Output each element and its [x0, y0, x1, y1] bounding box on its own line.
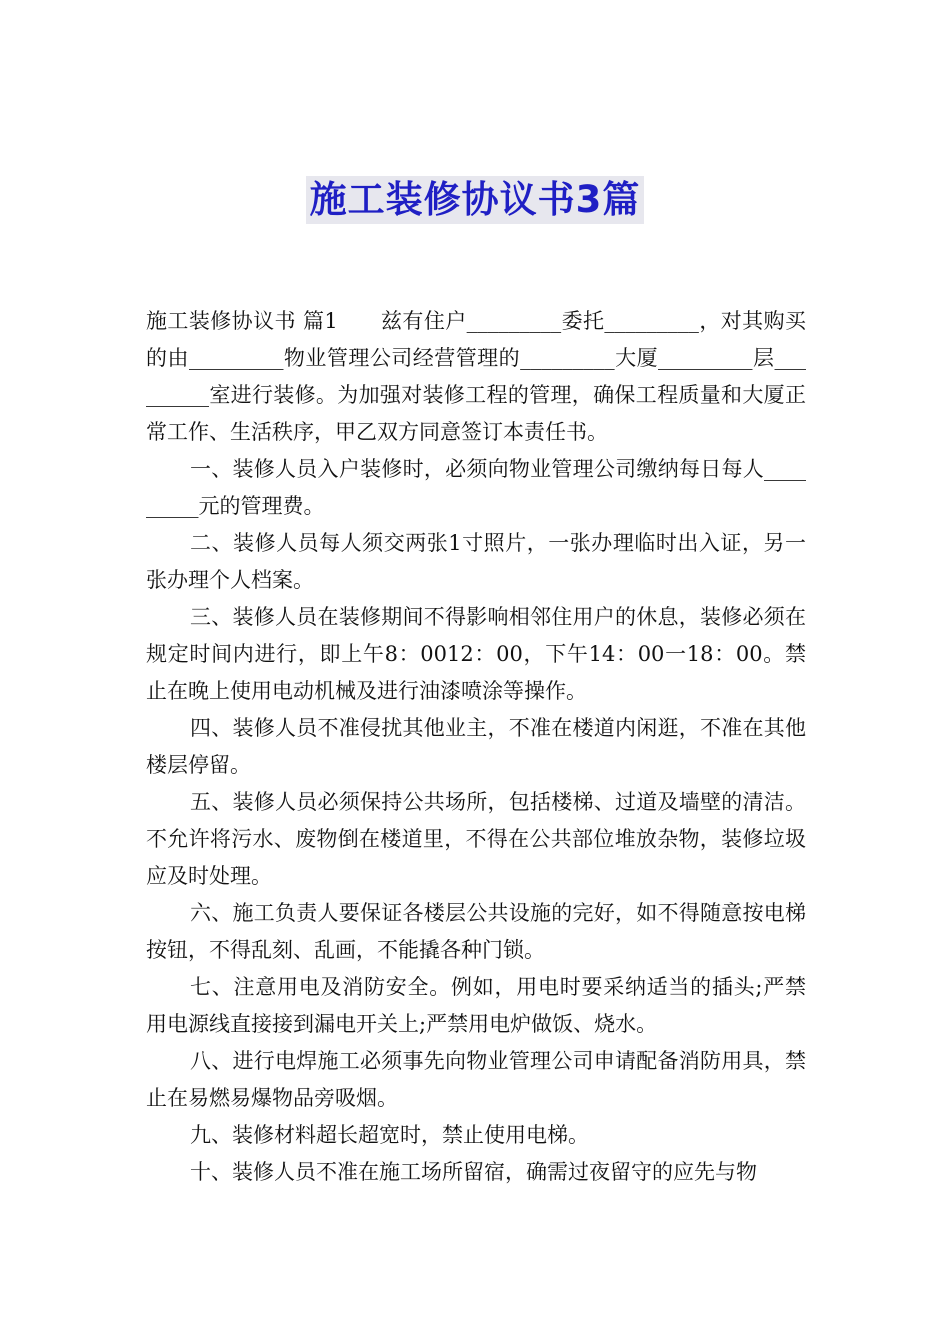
paragraph-intro: 施工装修协议书 篇1 兹有住户_________委托_________，对其购买的由_________物业管理公司经营管理的_________大厦_________层_________室进行装修。为加强对装修工程的管理，确保工程质量和大厦正常工作、生活秩序，甲乙双方同意签订本责任书。 [146, 309, 806, 444]
paragraph-clause-4: 四、装修人员不准侵扰其他业主，不准在楼道内闲逛，不准在其他楼层停留。 [146, 716, 806, 777]
paragraph-clause-3: 三、装修人员在装修期间不得影响相邻住用户的休息，装修必须在规定时间内进行，即上午8：0012：00，下午14：00一18：00。禁止在晚上使用电动机械及进行油漆喷涂等操作。 [146, 605, 806, 703]
paragraph-clause-1: 一、装修人员入户装修时，必须向物业管理公司缴纳每日每人_________元的管理费。 [146, 457, 806, 518]
paragraph-clause-8: 八、进行电焊施工必须事先向物业管理公司申请配备消防用具，禁止在易燃易爆物品旁吸烟。 [146, 1049, 806, 1110]
document-title: 施工装修协议书3篇 [306, 176, 645, 224]
title-container [0, 176, 950, 224]
paragraph-clause-9: 九、装修材料超长超宽时，禁止使用电梯。 [190, 1123, 589, 1147]
paragraph-clause-6: 六、施工负责人要保证各楼层公共设施的完好，如不得随意按电梯按钮，不得乱刻、乱画，不能撬各种门锁。 [146, 901, 806, 962]
paragraph-clause-10: 十、装修人员不准在施工场所留宿，确需过夜留守的应先与物 [190, 1160, 757, 1184]
document-body [146, 303, 806, 1191]
paragraph-clause-7: 七、注意用电及消防安全。例如，用电时要采纳适当的插头;严禁用电源线直接接到漏电开关上;严禁用电炉做饭、烧水。 [146, 975, 806, 1036]
paragraph-clause-5: 五、装修人员必须保持公共场所，包括楼梯、过道及墙壁的清洁。不允许将污水、废物倒在楼道里，不得在公共部位堆放杂物，装修垃圾应及时处理。 [146, 790, 806, 888]
paragraph-clause-2: 二、装修人员每人须交两张1寸照片，一张办理临时出入证，另一张办理个人档案。 [146, 531, 806, 592]
